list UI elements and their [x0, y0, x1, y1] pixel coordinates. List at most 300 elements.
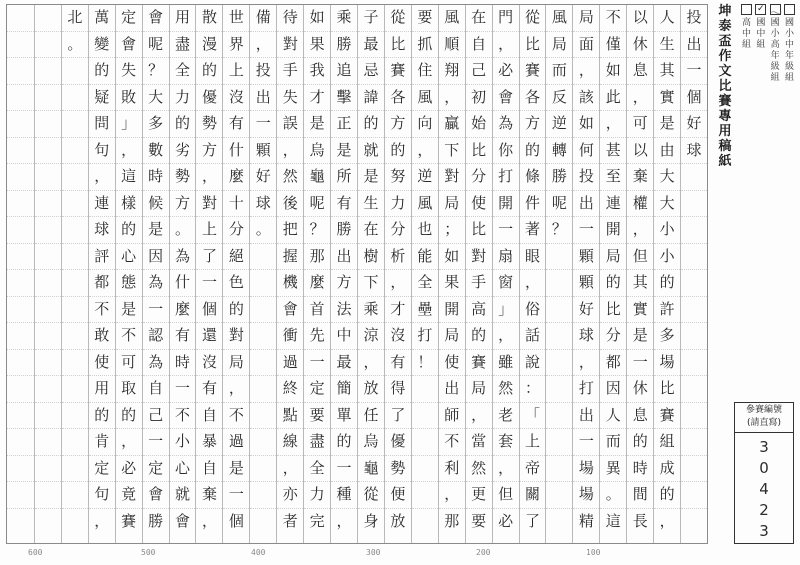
grid-cell: 方 — [520, 111, 546, 138]
grid-cell: 方 — [331, 270, 357, 297]
grid-cell: 任 — [358, 403, 384, 430]
grid-cell — [7, 509, 34, 536]
grid-cell — [35, 244, 61, 271]
grid-cell: 首 — [304, 297, 330, 324]
grid-cell: 而 — [546, 58, 572, 85]
grid-cell: 長 — [632, 512, 648, 531]
grid-cell: 的 — [466, 323, 492, 350]
grid-cell: 什 — [223, 138, 249, 165]
grid-cell: 後 — [277, 191, 303, 218]
option-label-char: 小 — [784, 29, 794, 39]
grid-cell: 單 — [331, 403, 357, 430]
ref-title: 參賽編號 — [745, 405, 782, 415]
grid-cell: 句 — [89, 482, 115, 509]
grid-cell: 住 — [412, 58, 438, 85]
option-label-char: 中 — [756, 29, 766, 39]
grid-cell: 不 — [170, 403, 196, 430]
grid-cell: 十 — [223, 191, 249, 218]
grid-cell: ， — [223, 376, 249, 403]
grid-cell — [7, 429, 34, 456]
essay-column — [626, 5, 653, 543]
grid-cell: 時 — [627, 456, 653, 483]
grid-cell: 逆 — [412, 164, 438, 191]
grid-cell: ！ — [412, 350, 438, 377]
grid-cell: 休 — [627, 32, 653, 59]
grid-cell: 努 — [385, 164, 411, 191]
grid-cell — [7, 482, 34, 509]
grid-cell: 要 — [412, 5, 438, 32]
grid-cell: 雖 — [493, 350, 519, 377]
grid-cell: 線 — [277, 429, 303, 456]
grid-cell: 帝 — [520, 456, 546, 483]
grid-cell — [35, 297, 61, 324]
grid-cell: 呢 — [143, 32, 169, 59]
grid-cell: 評 — [89, 244, 115, 271]
grid-cell: 對 — [196, 191, 222, 218]
grid-cell — [681, 376, 707, 403]
grid-cell: 取 — [116, 376, 142, 403]
essay-column — [34, 5, 61, 543]
grid-cell: 散 — [196, 5, 222, 32]
grid-cell: 定 — [89, 456, 115, 483]
grid-cell: 己 — [466, 58, 492, 85]
grid-cell: 棄 — [627, 164, 653, 191]
grid-cell — [681, 482, 707, 509]
grid-cell: 界 — [223, 32, 249, 59]
grid-cell: 初 — [466, 85, 492, 112]
grid-cell: 勢 — [196, 111, 222, 138]
grid-cell: 方 — [385, 111, 411, 138]
grid-cell: 竟 — [116, 482, 142, 509]
grid-cell: 在 — [358, 217, 384, 244]
grid-cell: 小 — [654, 244, 680, 271]
grid-cell: 萬 — [89, 5, 115, 32]
option-label-char: 國 — [756, 18, 766, 28]
grid-cell: 此 — [600, 85, 626, 112]
essay-column — [492, 5, 519, 543]
grid-cell — [681, 217, 707, 244]
title-char: 盃 — [718, 34, 732, 49]
char-counters — [6, 548, 708, 562]
essay-column — [195, 5, 222, 543]
grid-cell: 風 — [412, 191, 438, 218]
grid-cell — [546, 456, 572, 483]
grid-cell: 局 — [223, 350, 249, 377]
grid-cell: 優 — [196, 85, 222, 112]
grid-cell — [62, 244, 88, 271]
grid-cell: 就 — [170, 482, 196, 509]
grid-cell: 賽 — [466, 350, 492, 377]
checkbox-icon[interactable] — [741, 4, 752, 15]
grid-cell: ： — [520, 376, 546, 403]
grid-cell: 沒 — [223, 85, 249, 112]
grid-cell: 己 — [143, 403, 169, 430]
grid-cell: 果 — [439, 270, 465, 297]
category-option[interactable] — [740, 4, 753, 304]
grid-cell: 然 — [466, 456, 492, 483]
header-panel — [712, 4, 796, 549]
grid-cell: 誤 — [277, 111, 303, 138]
grid-cell: 呢 — [546, 191, 572, 218]
grid-cell: 點 — [277, 403, 303, 430]
grid-cell: 高 — [466, 297, 492, 324]
grid-cell: 抓 — [412, 32, 438, 59]
grid-cell: 那 — [444, 512, 460, 531]
grid-cell — [35, 164, 61, 191]
grid-cell — [546, 270, 572, 297]
grid-cell: 個 — [196, 297, 222, 324]
grid-cell: 會 — [493, 85, 519, 112]
grid-cell — [250, 350, 276, 377]
grid-cell: 為 — [143, 350, 169, 377]
grid-cell: 北 — [62, 5, 88, 32]
grid-cell — [35, 509, 61, 536]
essay-column — [357, 5, 384, 543]
grid-cell — [35, 32, 61, 59]
grid-cell: 種 — [331, 482, 357, 509]
grid-cell: 甚 — [600, 138, 626, 165]
essay-column — [411, 5, 438, 543]
checkbox-checked-icon[interactable]: ✓ — [757, 4, 765, 14]
grid-cell — [412, 456, 438, 483]
grid-cell: 從 — [358, 482, 384, 509]
grid-cell: 法 — [331, 297, 357, 324]
grid-cell — [62, 482, 88, 509]
grid-cell: 但 — [627, 244, 653, 271]
grid-cell: 都 — [600, 350, 626, 377]
grid-cell: ； — [439, 217, 465, 244]
grid-cell: 是 — [143, 217, 169, 244]
grid-cell: 會 — [143, 5, 169, 32]
grid-cell: ， — [277, 138, 303, 165]
grid-cell: 逆 — [546, 111, 572, 138]
grid-cell — [35, 429, 61, 456]
counter-300: 300 — [366, 548, 381, 557]
grid-cell — [35, 5, 61, 32]
grid-cell: 要 — [304, 403, 330, 430]
grid-cell — [250, 509, 276, 536]
grid-cell — [412, 509, 438, 536]
grid-cell — [546, 323, 572, 350]
grid-cell: 不 — [439, 429, 465, 456]
grid-cell — [7, 58, 34, 85]
grid-cell: 是 — [223, 456, 249, 483]
grid-cell — [681, 164, 707, 191]
grid-cell: 全 — [304, 456, 330, 483]
option-label-char: 組 — [784, 73, 794, 83]
grid-cell: 多 — [143, 111, 169, 138]
grid-cell: 。 — [62, 32, 88, 59]
grid-cell: 上 — [223, 58, 249, 85]
essay-column — [222, 5, 249, 543]
grid-cell: 中 — [331, 323, 357, 350]
grid-cell: 一 — [627, 350, 653, 377]
grid-cell: 是 — [654, 111, 680, 138]
grid-cell: 打 — [493, 164, 519, 191]
grid-cell: 的 — [223, 297, 249, 324]
grid-cell: 比 — [466, 138, 492, 165]
grid-cell: 說 — [520, 350, 546, 377]
grid-cell: 局 — [439, 323, 465, 350]
grid-cell: 何 — [573, 138, 599, 165]
grid-cell: 劣 — [170, 138, 196, 165]
grid-cell: 才 — [385, 297, 411, 324]
grid-cell — [681, 429, 707, 456]
grid-cell: 一 — [223, 482, 249, 509]
grid-cell — [7, 85, 34, 112]
grid-cell: ， — [439, 85, 465, 112]
essay-column — [599, 5, 626, 543]
grid-cell — [35, 350, 61, 377]
title-char: 專 — [718, 109, 732, 124]
grid-cell: 俗 — [520, 297, 546, 324]
grid-cell: 的 — [89, 403, 115, 430]
grid-cell: 為 — [170, 244, 196, 271]
grid-cell: 便 — [385, 482, 411, 509]
grid-cell: 龜 — [304, 164, 330, 191]
grid-cell: 然 — [277, 164, 303, 191]
grid-cell: 所 — [331, 164, 357, 191]
grid-cell: 而 — [600, 429, 626, 456]
grid-cell: 我 — [304, 58, 330, 85]
option-label-char: 高 — [770, 40, 780, 50]
grid-cell — [62, 323, 88, 350]
grid-cell: 扇 — [493, 244, 519, 271]
checkbox-icon[interactable] — [784, 4, 795, 15]
grid-cell: 對 — [277, 32, 303, 59]
grid-cell — [7, 244, 34, 271]
grid-cell — [546, 509, 572, 536]
grid-cell — [250, 403, 276, 430]
grid-cell: ， — [600, 111, 626, 138]
grid-cell — [7, 456, 34, 483]
grid-cell: 投 — [681, 5, 707, 32]
grid-cell: 的 — [654, 482, 680, 509]
option-label-char: 組 — [770, 73, 780, 83]
grid-cell: ， — [336, 512, 352, 531]
grid-cell: 最 — [358, 32, 384, 59]
ref-digits — [735, 437, 793, 542]
option-label-char: 級 — [770, 62, 780, 72]
grid-cell: 色 — [223, 270, 249, 297]
option-label-char: 組 — [756, 40, 766, 50]
grid-cell: 風 — [439, 5, 465, 32]
grid-cell: 手 — [277, 58, 303, 85]
grid-cell: 沒 — [385, 323, 411, 350]
grid-cell: 烏 — [304, 138, 330, 165]
grid-cell: 失 — [277, 85, 303, 112]
grid-cell: 全 — [170, 58, 196, 85]
grid-cell: 的 — [520, 138, 546, 165]
grid-cell: 因 — [600, 376, 626, 403]
title-char: 作 — [718, 49, 732, 64]
grid-cell: 風 — [412, 85, 438, 112]
grid-cell: 翔 — [439, 58, 465, 85]
grid-cell: 轉 — [546, 138, 572, 165]
grid-cell: 大 — [143, 85, 169, 112]
grid-cell: 話 — [520, 323, 546, 350]
grid-cell: 定 — [304, 376, 330, 403]
grid-cell: 的 — [654, 270, 680, 297]
grid-cell: 能 — [412, 244, 438, 271]
grid-cell: 息 — [627, 58, 653, 85]
grid-cell: 為 — [493, 111, 519, 138]
grid-cell: ， — [627, 217, 653, 244]
ref-divider — [735, 432, 793, 433]
grid-cell: 呢 — [304, 191, 330, 218]
grid-cell: 不 — [223, 403, 249, 430]
grid-cell: 著 — [520, 217, 546, 244]
ref-digit: 3 — [759, 522, 769, 540]
grid-cell: 才 — [304, 85, 330, 112]
grid-cell: 小 — [654, 217, 680, 244]
grid-cell: ， — [94, 512, 110, 531]
grid-cell: 會 — [277, 297, 303, 324]
grid-cell — [7, 403, 34, 430]
grid-cell: 龜 — [358, 456, 384, 483]
grid-cell — [546, 350, 572, 377]
grid-cell: 會 — [175, 512, 191, 531]
grid-cell: 比 — [520, 32, 546, 59]
grid-cell — [35, 111, 61, 138]
grid-cell: 好 — [573, 297, 599, 324]
grid-cell: 間 — [627, 482, 653, 509]
title-char: 泰 — [718, 19, 732, 34]
essay-column — [7, 5, 34, 543]
grid-cell: 連 — [89, 191, 115, 218]
grid-cell: 勝 — [546, 164, 572, 191]
grid-cell: 開 — [600, 217, 626, 244]
grid-cell: ， — [573, 350, 599, 377]
grid-cell: 權 — [627, 191, 653, 218]
grid-cell: 把 — [277, 217, 303, 244]
grid-cell: 認 — [143, 323, 169, 350]
grid-cell — [7, 191, 34, 218]
writing-grid — [6, 4, 708, 544]
ref-digit: 4 — [759, 480, 769, 498]
category-option[interactable] — [783, 4, 796, 304]
grid-cell: 必 — [493, 58, 519, 85]
grid-cell: 樣 — [116, 191, 142, 218]
grid-cell: ， — [520, 270, 546, 297]
grid-cell: 子 — [358, 5, 384, 32]
grid-cell: 局 — [600, 244, 626, 271]
grid-cell: 有 — [223, 111, 249, 138]
grid-cell — [62, 350, 88, 377]
grid-cell: 場 — [573, 482, 599, 509]
grid-cell: ， — [196, 164, 222, 191]
grid-cell — [250, 323, 276, 350]
grid-cell: 是 — [358, 164, 384, 191]
option-label-char: 國 — [770, 18, 780, 28]
grid-cell: 自 — [143, 376, 169, 403]
grid-cell: 心 — [170, 456, 196, 483]
grid-cell: 大 — [654, 164, 680, 191]
grid-cell: 套 — [493, 429, 519, 456]
counter-100: 100 — [586, 548, 601, 557]
grid-cell: 一 — [493, 217, 519, 244]
grid-cell: 會 — [143, 482, 169, 509]
option-label-char: 中 — [741, 29, 751, 39]
grid-cell: 條 — [520, 164, 546, 191]
grid-cell: 者 — [282, 512, 298, 531]
grid-cell: 局 — [546, 32, 572, 59]
grid-cell: 樹 — [358, 244, 384, 271]
grid-cell: 要 — [471, 512, 487, 531]
grid-cell: 待 — [277, 5, 303, 32]
grid-cell: 生 — [654, 32, 680, 59]
grid-cell: 好 — [250, 164, 276, 191]
grid-cell: 分 — [223, 217, 249, 244]
grid-cell — [250, 244, 276, 271]
grid-cell: 贏 — [439, 111, 465, 138]
grid-cell: 從 — [520, 5, 546, 32]
grid-cell — [681, 456, 707, 483]
grid-cell: 生 — [358, 191, 384, 218]
grid-cell — [681, 297, 707, 324]
grid-cell: ， — [439, 482, 465, 509]
grid-cell: 個 — [228, 512, 244, 531]
grid-cell: ， — [466, 403, 492, 430]
grid-cell: 對 — [439, 164, 465, 191]
grid-cell: 可 — [627, 111, 653, 138]
grid-cell: 出 — [250, 85, 276, 112]
option-label-char: 小 — [770, 29, 780, 39]
grid-cell: 。 — [600, 482, 626, 509]
grid-cell: 但 — [493, 482, 519, 509]
grid-cell: 候 — [143, 191, 169, 218]
category-option[interactable] — [769, 4, 782, 304]
grid-cell: 肯 — [89, 429, 115, 456]
grid-cell: 小 — [170, 429, 196, 456]
essay-column — [545, 5, 572, 543]
grid-cell: 麼 — [304, 270, 330, 297]
grid-cell: 就 — [358, 138, 384, 165]
grid-cell — [250, 270, 276, 297]
grid-cell: 你 — [493, 138, 519, 165]
grid-cell: 對 — [223, 323, 249, 350]
grid-cell — [681, 191, 707, 218]
grid-cell: 了 — [525, 512, 541, 531]
grid-cell: 使 — [439, 350, 465, 377]
grid-cell: 出 — [681, 32, 707, 59]
grid-cell: 關 — [520, 482, 546, 509]
category-option[interactable] — [754, 4, 767, 304]
grid-cell: 自 — [466, 32, 492, 59]
grid-cell — [35, 58, 61, 85]
grid-cell — [250, 482, 276, 509]
grid-cell — [62, 164, 88, 191]
ref-digit: 0 — [759, 459, 769, 477]
title-char: 文 — [718, 64, 732, 79]
grid-cell: 涼 — [358, 323, 384, 350]
grid-cell — [35, 376, 61, 403]
grid-cell: 句 — [89, 138, 115, 165]
grid-cell: 如 — [304, 5, 330, 32]
grid-cell: 向 — [412, 111, 438, 138]
grid-cell: 出 — [331, 244, 357, 271]
grid-cell: 了 — [196, 244, 222, 271]
grid-cell: 始 — [466, 111, 492, 138]
option-label-char: 年 — [784, 51, 794, 61]
grid-cell: 門 — [493, 5, 519, 32]
grid-cell: 比 — [654, 376, 680, 403]
grid-cell: 至 — [600, 164, 626, 191]
grid-cell: 一 — [170, 376, 196, 403]
grid-cell: 自 — [196, 403, 222, 430]
grid-cell: 簡 — [331, 376, 357, 403]
grid-cell: ， — [89, 164, 115, 191]
